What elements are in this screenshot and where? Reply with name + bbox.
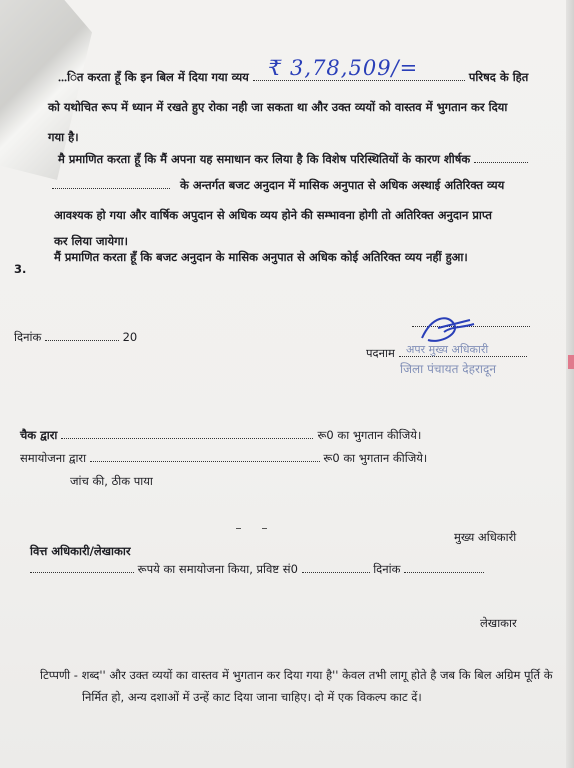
cheque-suffix: रू0 का भुगतान कीजिये। [317,428,422,442]
note-line1: टिप्पणी - शब्द'' और उक्त व्ययों का वास्तव में भुगतान कर दिया गया है'' केवल तभी लागू होते है जब कि बिल अग्रिम पूर्ति के [40,668,553,682]
dash-mark [236,528,241,529]
adjustment-entry-row [30,562,484,576]
para2-line1-text: मै प्रमाणित करता हूँ कि मैं अपना यह समाधान कर लिया है कि विशेष परिस्थितियों के कारण शीर्षक [58,152,471,166]
checked-label: जांच की, ठीक पाया [70,474,153,488]
para1-line2: को यथोचित रूप में ध्यान में रखते हुए रोका नही जा सकता था और उक्त व्ययों को वास्तव में भुगतान कर दिया [48,100,508,114]
heading-blank [474,154,528,163]
date-blank [45,332,119,341]
designation-label: पदनाम [366,346,395,360]
page-edge-shadow [566,0,574,768]
stamp-line2: जिला पंचायत देहरादून [400,362,497,376]
dash-mark-2 [262,528,267,529]
entry-blank [302,564,370,573]
para1-line1-end: परिषद के हित [468,70,529,84]
accountant-label: लेखाकार [480,616,517,630]
para2-line2-text: के अन्तर्गत बजट अनुदान में मासिक अनुपात से अधिक अस्थाई अतिरिक्त व्यय [180,178,505,192]
stamp-line1: अपर मुख्य अधिकारी [406,343,489,356]
para1-line1-text: …ित करता हूँ कि इन बिल में दिया गया व्यय [58,70,249,84]
para3-text: मैं प्रमाणित करता हूँ कि बजट अनुदान के मासिक अनुपात से अधिक कोई अतिरिक्त व्यय नहीं हुआ। [54,250,468,264]
para2-line2 [52,178,504,192]
adjustment-suffix: रू0 का भुगतान कीजिये। [323,451,428,465]
adjusted-text: रूपये का समायोजना किया, प्रविष्ट सं0 [137,562,298,576]
adjustment-label: समायोजना द्वारा [20,451,87,465]
note-line2: निर्मित हो, अन्य दशाओं में उन्हें काट दिया जाना चाहिए। दो में एक विकल्प काट दें। [82,690,422,704]
cheque-blank [61,430,313,439]
cheque-label: चैक द्वारा [20,428,58,442]
handwritten-amount: ₹ 3,78,509/= [268,56,419,80]
para2-line3: आवश्यक हो गया और वार्षिक अपुदान से अधिक व्यय होने की सम्भावना होगी तो अतिरिक्त अनुदान प्राप्त [54,208,492,222]
date-year: 20 [122,330,138,344]
para1-line3: गया है। [48,130,79,144]
heading-blank-2 [52,180,170,189]
para3-number: 3. [14,262,27,276]
amount-blank-2 [30,564,134,573]
adjusted-date-blank [404,564,484,573]
para2-line1 [58,152,528,166]
cheque-row [20,428,421,442]
adjustment-row [20,451,427,465]
adjusted-date-label: दिनांक [373,562,401,576]
margin-mark [568,355,574,369]
date-label: दिनांक [14,330,42,344]
chief-officer-label: मुख्य अधिकारी [454,530,517,544]
para2-line4: कर लिया जायेगा। [54,234,128,248]
finance-officer-label: वित्त अधिकारी/लेखाकार [30,544,131,558]
date-field [14,330,137,344]
adjustment-blank [90,453,320,462]
